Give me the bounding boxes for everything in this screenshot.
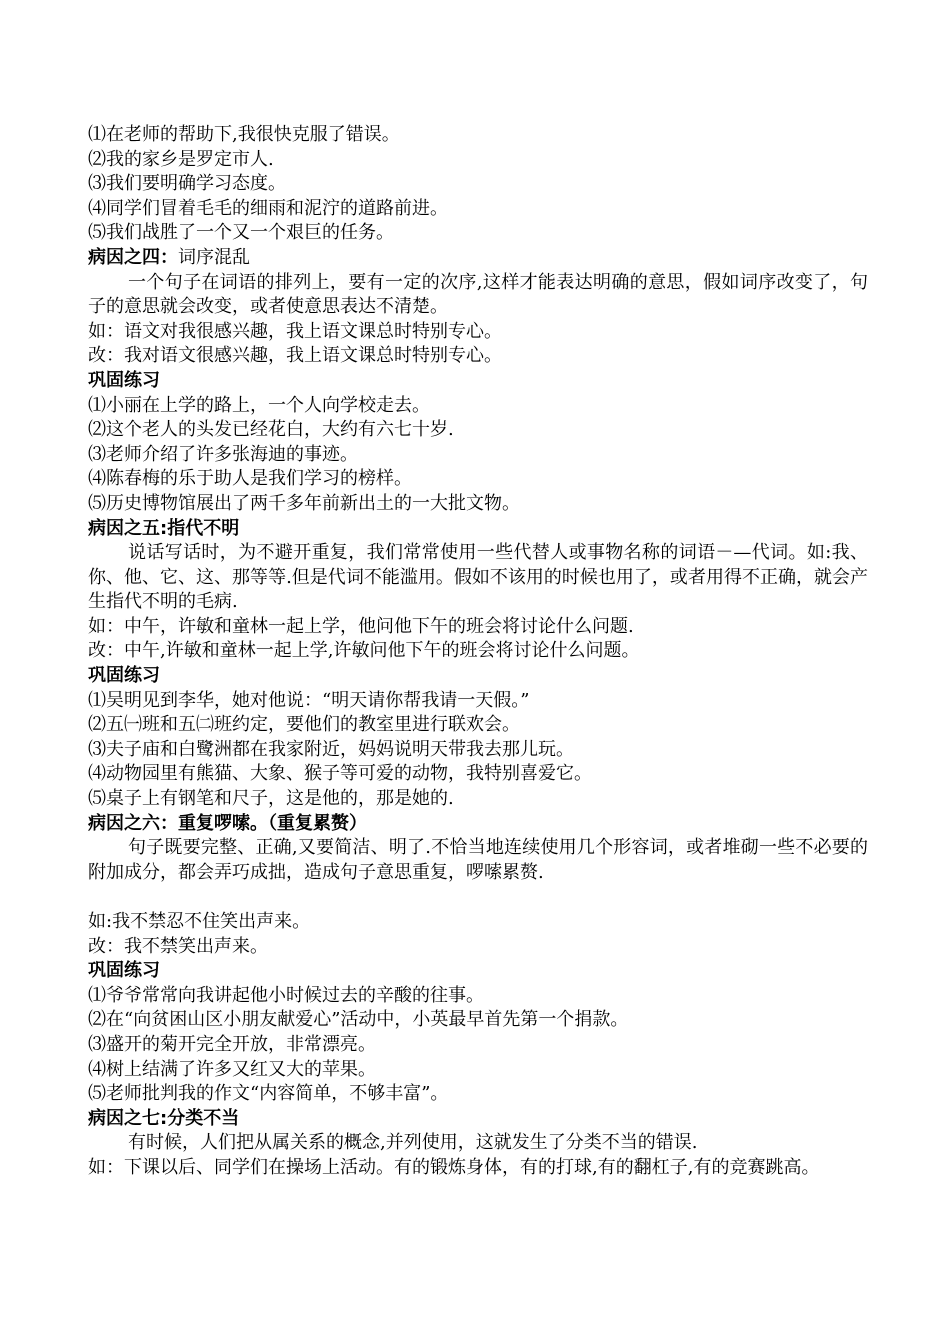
section-paragraph: 有时候，人们把从属关系的概念,并列使用，这就发生了分类不当的错误. [128, 1132, 698, 1154]
list-item: ⑷动物园里有熊猫、大象、猴子等可爱的动物，我特别喜爱它。 [88, 763, 592, 785]
list-item: ⑶夫子庙和白鹭洲都在我家附近，妈妈说明天带我去那儿玩。 [88, 738, 574, 760]
practice-heading: 巩固练习 [88, 369, 160, 391]
list-item: ⑶我们要明确学习态度。 [88, 173, 286, 195]
example-sentence: 如：下课以后、同学们在操场上活动。有的锻炼身体，有的打球,有的翻杠子,有的竞赛跳高。 [88, 1156, 820, 1178]
list-item: ⑸桌子上有钢笔和尺子，这是他的，那是她的. [88, 788, 454, 810]
corrected-sentence: 改：我不禁笑出声来。 [88, 935, 268, 957]
list-item: ⑴在老师的帮助下,我很快克服了错误。 [88, 124, 400, 145]
section-heading-6: 病因之六：重复啰嗦。（重复累赘） [88, 812, 367, 834]
list-item: ⑵在“向贫困山区小朋友献爱心”活动中，小英最早首先第一个捐款。 [88, 1009, 629, 1031]
sec6-practice-list [88, 984, 868, 1107]
heading-rest: 词序混乱 [178, 246, 250, 268]
list-item: ⑶老师介绍了许多张海迪的事迹。 [88, 443, 358, 465]
list-item: ⑸我们战胜了一个又一个艰巨的任务。 [88, 222, 394, 244]
document-page [88, 123, 868, 1205]
section-paragraph: 句子既要完整、正确,又要简洁、明了.不恰当地连续使用几个形容词，或者堆砌一些不必要的附加成分，都会弄巧成拙，造成句子意思重复，啰嗦累赘. [88, 837, 868, 883]
sec3-practice-list [88, 123, 868, 246]
section-heading-4 [88, 246, 868, 271]
section-paragraph: 一个句子在词语的排列上，要有一定的次序,这样才能表达明确的意思，假如词序改变了，句子的意思就会改变，或者使意思表达不清楚。 [88, 271, 868, 318]
blank-line [88, 885, 868, 910]
example-sentence: 如：语文对我很感兴趣，我上语文课总时特别专心。 [88, 320, 502, 342]
sec4-practice-list [88, 394, 868, 517]
section-heading-7: 病因之七:分类不当 [88, 1107, 240, 1129]
sec5-practice-list [88, 689, 868, 812]
list-item: ⑷陈春梅的乐于助人是我们学习的榜样。 [88, 468, 412, 490]
list-item: ⑵五㈠班和五㈡班约定，要他们的教室里进行联欢会。 [88, 714, 520, 736]
list-item: ⑴爷爷常常向我讲起他小时候过去的辛酸的往事。 [88, 984, 484, 1006]
list-item: ⑶盛开的菊开完全开放，非常漂亮。 [88, 1033, 376, 1055]
heading-bold: 病因之四： [88, 246, 178, 268]
corrected-sentence: 改：我对语文很感兴趣，我上语文课总时特别专心。 [88, 345, 502, 367]
corrected-sentence: 改：中午,许敏和童林一起上学,许敏问他下午的班会将讨论什么问题。 [88, 640, 640, 662]
list-item: ⑸历史博物馆展出了两千多年前新出土的一大批文物。 [88, 492, 520, 514]
list-item: ⑴小丽在上学的路上，一个人向学校走去。 [88, 394, 430, 416]
list-item: ⑷同学们冒着毛毛的细雨和泥泞的道路前进。 [88, 197, 448, 219]
example-sentence: 如：中午，许敏和童林一起上学，他问他下午的班会将讨论什么问题. [88, 615, 634, 637]
list-item: ⑵这个老人的头发已经花白，大约有六七十岁. [88, 419, 454, 441]
practice-heading: 巩固练习 [88, 665, 160, 687]
list-item: ⑸老师批判我的作文“内容简单，不够丰富”。 [88, 1083, 449, 1105]
list-item: ⑵我的家乡是罗定市人. [88, 148, 274, 170]
practice-heading: 巩固练习 [88, 960, 160, 982]
section-paragraph: 说话写话时，为不避开重复，我们常常使用一些代替人或事物名称的词语－—代词。如:我、你、他、它、这、那等等.但是代词不能滥用。假如不该用的时候也用了，或者用得不正确，就会产生指代不明的毛病. [88, 542, 868, 613]
section-heading-5: 病因之五:指代不明 [88, 517, 240, 539]
example-sentence: 如:我不禁忍不住笑出声来。 [88, 911, 311, 933]
list-item: ⑴吴明见到李华，她对他说：“明天请你帮我请一天假。” [88, 689, 530, 711]
list-item: ⑷树上结满了许多又红又大的苹果。 [88, 1058, 376, 1080]
